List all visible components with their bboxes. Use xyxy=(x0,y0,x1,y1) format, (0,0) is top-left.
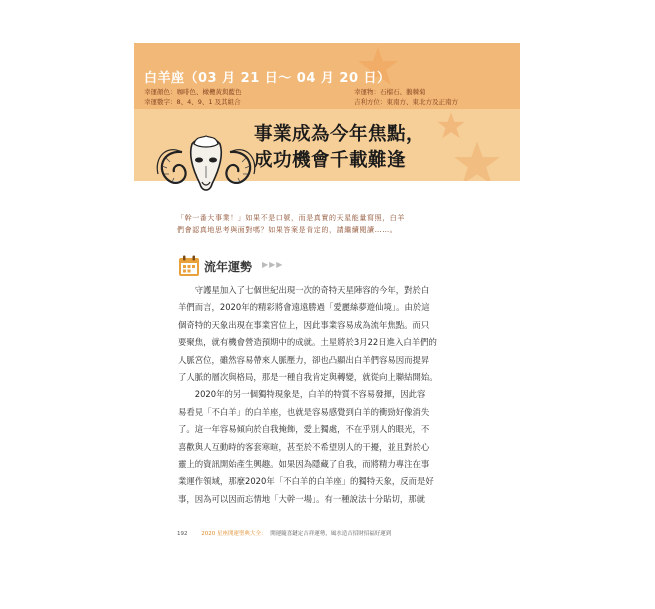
section-title: 流年運勢 xyxy=(204,260,253,274)
body-line: 業運作領域，那麼2020年「不白羊的白羊座」的獨特天象，反而是好 xyxy=(178,476,434,487)
lucky-numbers: 幸運數字：8、4、9、1 及其組合 xyxy=(144,98,241,106)
section-heading xyxy=(178,255,468,277)
page-number: 192 xyxy=(177,531,188,537)
intro-quote xyxy=(177,212,467,236)
lucky-direction: 吉利方位：東南方、東北方及正南方 xyxy=(354,98,458,106)
lucky-color: 幸運顏色：咖啡色、橄欖黃與藍色 xyxy=(144,88,242,96)
book-subtitle: 開運隨喜鏈定吉祥運勢，風水造吉招財招福好運到 xyxy=(270,531,392,537)
intro-line-1: 「幹一番大事業！」如果不是口號，而是真實的天星能量寫照，白羊 xyxy=(177,214,405,222)
body-line: 守護星加入了七個世紀出現一次的奇特天星陣容的今年，對於白 xyxy=(178,285,430,295)
chapter-headline xyxy=(254,122,454,174)
body-line: 喜歡與人互動時的客套寒暄，甚至於不希望別人的干擾，並且對於心 xyxy=(178,441,430,452)
headline-line-1: 事業成為今年焦點， xyxy=(254,124,426,145)
sign-title: 白羊座（03 月 21 日～ 04 月 20 日） xyxy=(144,71,391,86)
body-line: 了人脈的層次與格局，那是一種自我肯定與轉變，就從向上聯結開始。 xyxy=(178,372,438,383)
body-line: 個奇特的天象出現在事業宮位上，因此事業容易成為流年焦點。而只 xyxy=(178,319,430,330)
body-line: 2020年的另一個獨特現象是，白羊的特質不容易發揮，因此容 xyxy=(178,389,426,400)
calendar-icon xyxy=(178,255,200,277)
book-title: 2020 星座開運聖典大全： xyxy=(201,531,267,537)
body-line: 易看見「不白羊」的白羊座，也就是容易感覺到白羊的衝勁好像消失 xyxy=(178,406,430,417)
lucky-objects: 幸運物：石榴石、鵝棘菊 xyxy=(354,88,426,96)
star-icon xyxy=(452,139,502,181)
page-footer xyxy=(177,529,477,537)
body-line: 人脈宮位，雖然容易帶來人脈壓力，卻也凸顯出白羊們容易因而提昇 xyxy=(178,354,430,365)
body-line: 靈上的資訊開始產生興趣。如果因為隱藏了自我，而將精力專注在事 xyxy=(178,459,430,470)
intro-line-2: 們會認真地思考與面對嗎？如果答案是肯定的，請繼續閱讀……。 xyxy=(177,226,398,234)
body-text xyxy=(178,282,468,508)
body-line: 事，因為可以因而忘情地「大幹一場」。有一種說法十分貼切，那就 xyxy=(178,493,426,504)
body-line: 要聚焦，就有機會營造預期中的成就。土星將於3月22日進入白羊們的 xyxy=(178,337,437,348)
body-line: 了。這一年容易傾向於自我掩飾，愛上獨處，不在乎別人的眼光，不 xyxy=(178,424,430,435)
section-arrows: ▶▶▶ xyxy=(262,260,284,269)
body-line: 羊們而言，2020年的精彩將會遠遠勝過「愛麗絲夢遊仙境」。由於這 xyxy=(178,302,430,313)
headline-line-2: 成功機會千載難逢 xyxy=(254,150,407,171)
ram-illustration-icon xyxy=(152,122,262,202)
